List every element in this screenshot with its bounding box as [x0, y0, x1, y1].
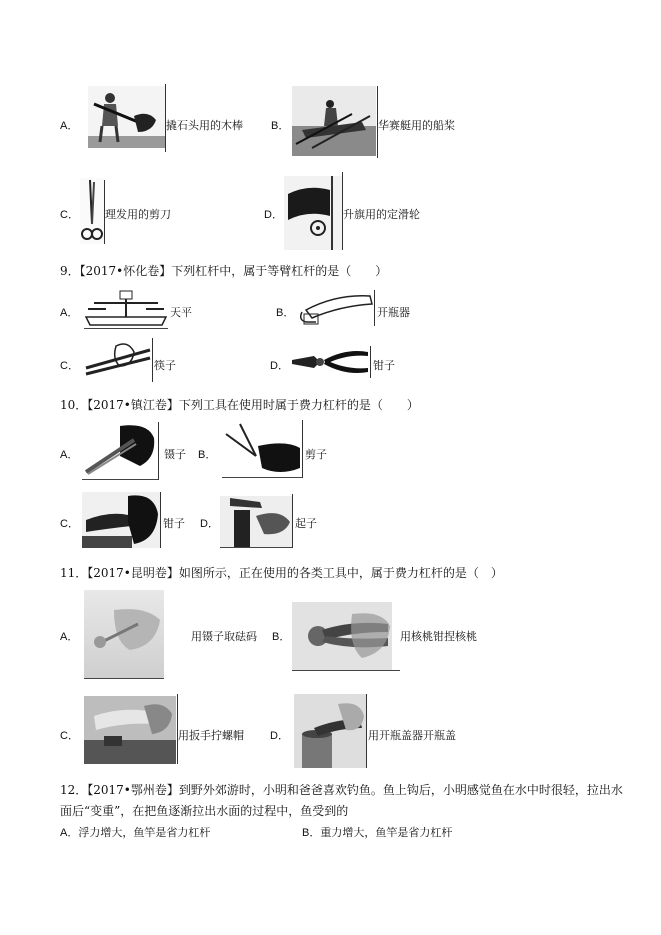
image-chopsticks: [84, 338, 152, 380]
q10-option-caption-c: 钳子: [163, 518, 185, 530]
q9-option-letter-b: B．: [276, 307, 295, 319]
q9-option-caption-a: 天平: [170, 307, 192, 319]
q10-option-caption-a: 镊子: [164, 449, 186, 461]
q11-option-letter-b: B．: [272, 631, 291, 643]
question-12-stem-line1: 12．【2017•鄂州卷】到野外郊游时，小明和爸爸喜欢钓鱼。鱼上钩后，小明感觉鱼在水中时很轻，拉出水: [60, 783, 623, 797]
q11-option-letter-d: D．: [270, 730, 289, 742]
q11-option-caption-c: 用扳手拧螺帽: [178, 730, 244, 742]
image-tweezers-weight: [84, 590, 164, 678]
image-lever-scissors: [80, 178, 104, 244]
image-pliers-cutting: [82, 492, 160, 548]
q9-option-letter-c: C．: [60, 360, 79, 372]
image-scissors-cutting: [222, 422, 302, 478]
q10-option-letter-d: D．: [200, 518, 219, 530]
question-9-stem: 9．【2017•怀化卷】下列杠杆中，属于等臂杠杆的是（ ）: [60, 264, 388, 278]
option-letter-d: D．: [264, 209, 283, 221]
image-lever-flag-pulley: [284, 176, 342, 250]
question-11-stem: 11．【2017•昆明卷】如图所示，正在使用的各类工具中，属于费力杠杆的是（ ）: [60, 566, 503, 580]
image-lever-crowbar: [88, 86, 166, 148]
image-bottle-cap-opener: [294, 694, 366, 768]
q10-option-letter-c: C．: [60, 518, 79, 530]
q11-option-caption-a: 用镊子取砝码: [191, 631, 257, 643]
q9-option-caption-d: 钳子: [373, 360, 395, 372]
image-balance-scale: [84, 287, 168, 329]
option-caption-a: 撬石头用的木棒: [166, 120, 243, 132]
q9-option-letter-a: A．: [60, 307, 79, 319]
option-caption-d: 升旗用的定滑轮: [343, 209, 420, 221]
q11-option-letter-a: A．: [60, 631, 79, 643]
q11-option-caption-b: 用核桃钳捏核桃: [400, 631, 477, 643]
question-10-stem: 10．【2017•镇江卷】下列工具在使用时属于费力杠杆的是（ ）: [60, 398, 419, 412]
q10-option-caption-b: 剪子: [305, 449, 327, 461]
q11-option-caption-d: 用开瓶盖器开瓶盖: [368, 730, 456, 742]
image-lever-oar: [292, 86, 376, 156]
q9-option-caption-b: 开瓶器: [377, 307, 410, 319]
option-caption-c: 理发用的剪刀: [105, 209, 171, 221]
option-letter-b: B．: [271, 120, 290, 132]
image-wrench-nut: [84, 696, 176, 764]
image-bottle-opener: [296, 290, 374, 326]
option-letter-a: A．: [60, 120, 79, 132]
option-letter-c: C．: [60, 209, 79, 221]
image-bottle-opener-lifting: [220, 496, 292, 548]
q11-option-letter-c: C．: [60, 730, 79, 742]
q10-option-letter-b: B．: [198, 449, 217, 461]
image-pliers: [290, 346, 370, 378]
q9-option-caption-c: 筷子: [154, 360, 176, 372]
image-nutcracker: [292, 602, 392, 670]
image-tweezers: [82, 422, 158, 478]
q10-option-caption-d: 起子: [295, 518, 317, 530]
question-12-stem-line2: 面后“变重”，在把鱼逐渐拉出水面的过程中，鱼受到的: [60, 804, 349, 818]
q12-option-b: B．重力增大，鱼竿是省力杠杆: [302, 827, 453, 839]
q9-option-letter-d: D．: [270, 360, 289, 372]
q10-option-letter-a: A．: [60, 449, 79, 461]
option-caption-b: 华赛艇用的船桨: [378, 120, 455, 132]
q12-option-a: A．浮力增大，鱼竿是省力杠杆: [60, 827, 211, 839]
